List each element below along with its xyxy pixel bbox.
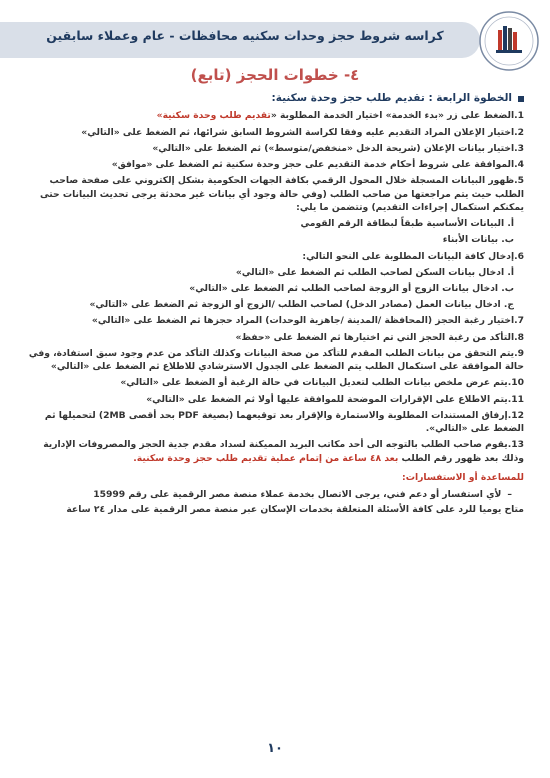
list-item: 12.إرفاق المستندات المطلوبة والاستمارة والإقرار بعد توقيعهما (بصيغة PDF بحد أقصى 2MB) لتحميلها ثم الضغط على «التالي».	[44, 409, 524, 435]
help-item	[22, 488, 512, 501]
list-item: 13.يقوم صاحب الطلب بالتوجه الى أحد مكاتب البريد المميكنة لسداد مقدم جدية الحجز والمصروفات الإدارية وذلك بعد ظهور رقم الطلب بعد ٤٨ ساعة من إتمام عملية تقديم طلب حجز وحدة سكنية.	[43, 439, 524, 464]
content-body	[22, 92, 524, 519]
list-item: 9.يتم التحقق من بيانات الطلب المقدم للتأكد من صحة البيانات وكذلك التأكد من عدم وجود سبق استفادة، وفي حالة الموافقة على استكمال الطلب يتم الضغط على الجدول الاسترشادي للاطلاع ثم الضغط على «التالي»	[28, 347, 524, 373]
ministry-logo-icon	[478, 10, 540, 72]
dash-bullet: –	[507, 488, 512, 500]
help-tail: متاح يوميا للرد على كافة الأسئلة المتعلقة بخدمات الإسكان عبر منصة مصر الرقمية على مدار ٢٤ ساعة	[66, 504, 524, 516]
section-title: ٤- خطوات الحجز (تابع)	[190, 66, 360, 84]
list-item: 6.إدخال كافة البيانات المطلوبة على النحو التالي:	[302, 250, 524, 262]
sub-list-item: ب. بيانات الأبناء	[442, 234, 514, 246]
list-item: 7.اختيار رغبة الحجز (المحافظة /المدينة /جاهزية الوحدات) المراد حجزها ثم الضغط على «التالي»	[91, 315, 524, 327]
page-number: ١٠	[267, 741, 283, 756]
header-title: كراسه شروط حجز وحدات سكنيه محافظات - عام وعملاء سابقين	[46, 28, 444, 43]
sub-list-item: ب. ادخال بيانات الزوج أو الزوجة لصاحب الطلب ثم الضغط على «التالي»	[189, 283, 514, 295]
square-bullet-icon	[518, 96, 524, 102]
sub-list-item: أ. ادخال بيانات السكن لصاحب الطلب ثم الضغط على «التالي»	[235, 266, 514, 278]
list-item: 1.الضغط على زر «بدء الخدمة» اختيار الخدمة المطلوبة «تقديم طلب وحدة سكنية»	[156, 110, 524, 122]
sub-list-item: ج. ادخال بيانات العمل (مصادر الدخل) لصاحب الطلب /الزوج أو الزوجة ثم الضغط على «التالي»	[89, 299, 514, 311]
list-item: 11.يتم الاطلاع على الإقرارات الموضحة للموافقة عليها أولا ثم الضغط على «التالي»	[146, 393, 524, 405]
list-item: 8.التأكد من رغبة الحجز التي تم اختيارها ثم الضغط على «حفظ»	[235, 331, 524, 343]
help-item-text: لأي استفسار أو دعم فني، يرجى الاتصال بخدمة عملاء منصة مصر الرقمية على رقم 15999	[93, 488, 502, 500]
help-title: للمساعدة أو الاستفسارات:	[402, 472, 524, 484]
sub-list-item: أ. البيانات الأساسية طبقاً لبطاقة الرقم القومي	[300, 218, 514, 230]
list-item: 5.ظهور البيانات المسجلة خلال المحول الرقمي بكافة الجهات الحكومية بشكل إلكتروني على صفحة صاحب الطلب حيث يتم مراجعتها من صاحب الطلب (وفي حالة وجود أي بيانات غير محدثة يرجى تحديث البيانات حتى يمكنكم استكمال إجراءات التقديم) وتتضمن ما يلي:	[39, 175, 524, 214]
list-item: 2.اختيار الإعلان المراد التقديم عليه وفقا لكراسة الشروط السابق شرائها، ثم الضغط على «التالي»	[81, 126, 524, 138]
list-item: 10.يتم عرض ملخص بيانات الطلب لتعديل البيانات في حالة الرغبة أو الضغط على «التالي»	[120, 377, 524, 389]
list-item: 4.الموافقة على شروط أحكام خدمة التقديم على حجز وحدة سكنية ثم الضغط على «موافق»	[111, 159, 524, 171]
list-item: 3.اختيار بيانات الإعلان (شريحة الدخل «منخفض/متوسط») ثم الضغط على «التالي»	[152, 142, 524, 154]
step-heading	[22, 92, 524, 105]
step-heading-text: الخطوة الرابعة : تقديم طلب حجز وحدة سكنية:	[271, 92, 512, 104]
